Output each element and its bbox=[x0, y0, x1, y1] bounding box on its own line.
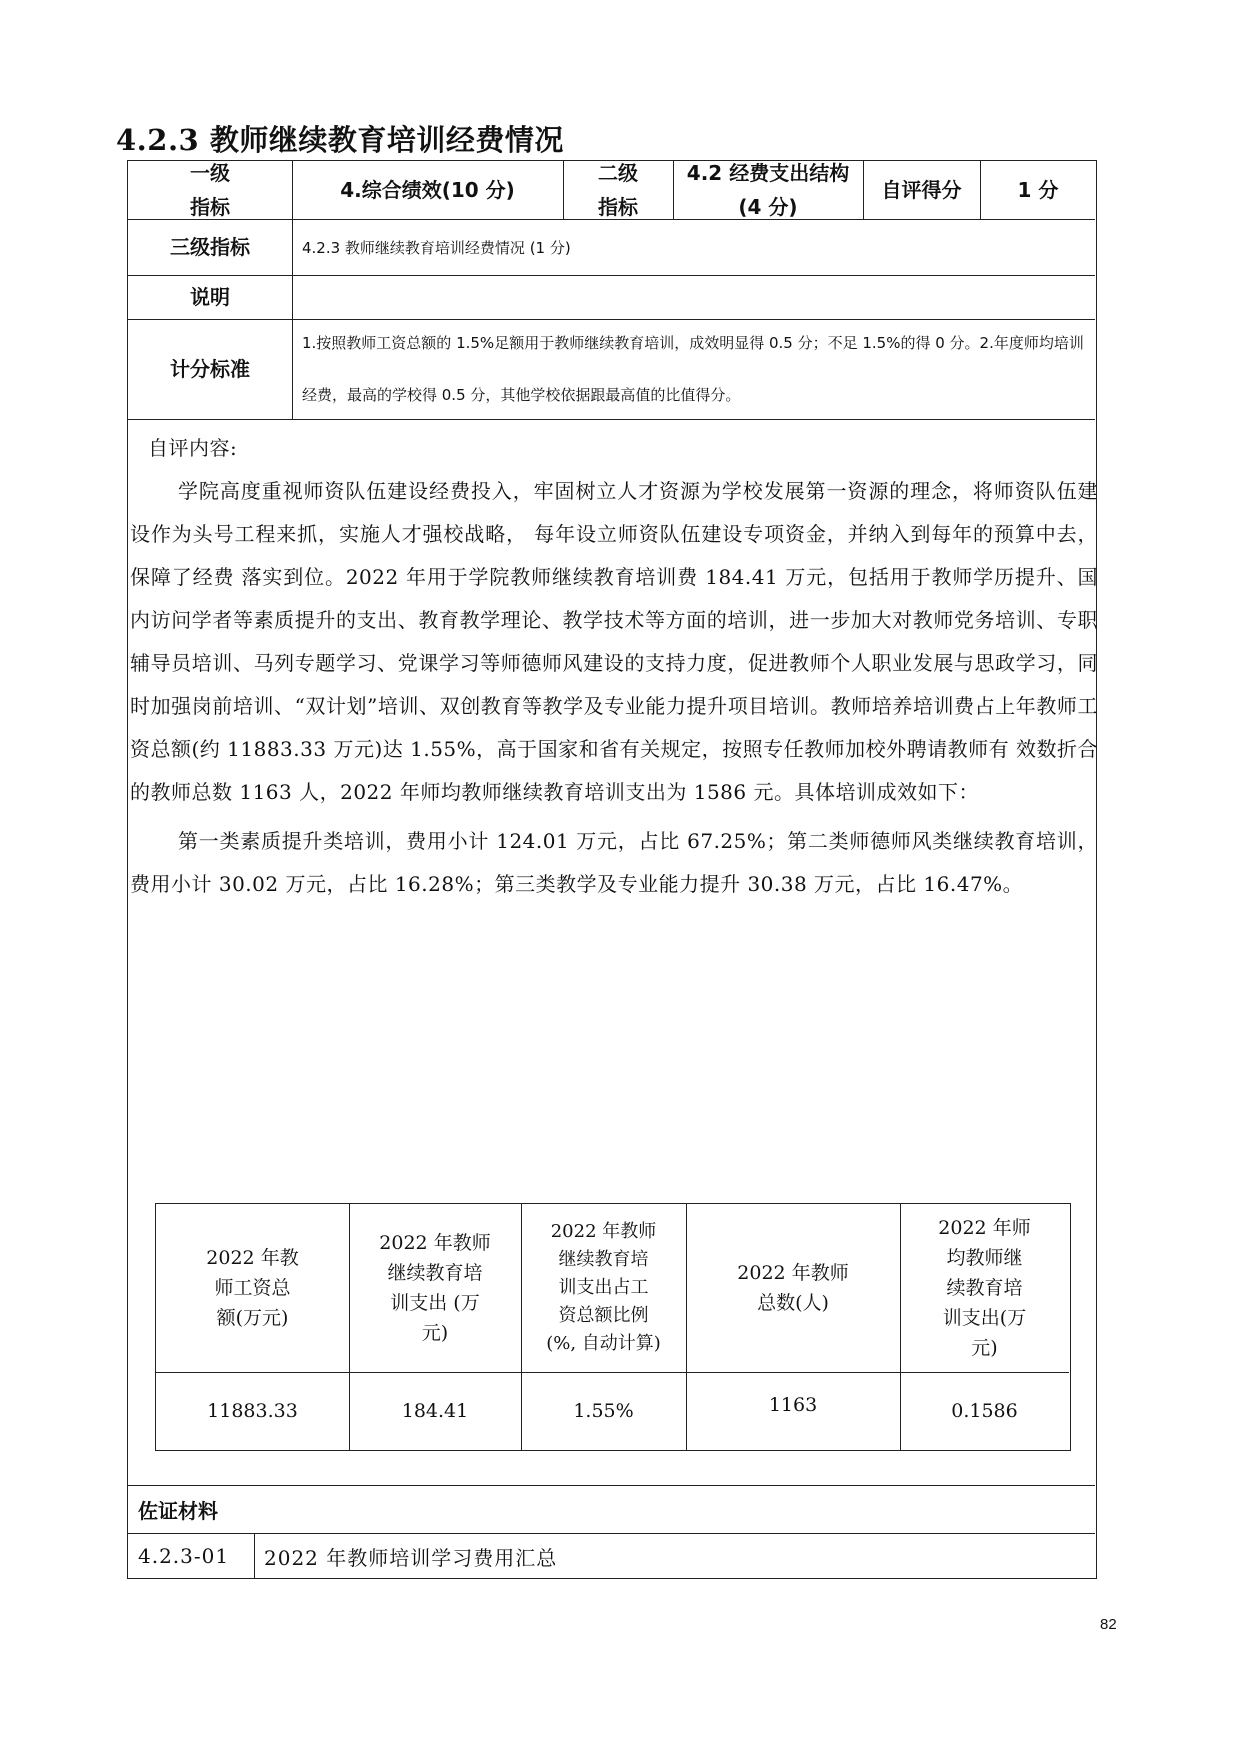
self-score-label: 自评得分 bbox=[881, 178, 962, 202]
evidence-label: 佐证材料 bbox=[138, 1498, 218, 1523]
header-training-spend: 2022 年教师 继续教育培 训支出 (万 元) bbox=[379, 1232, 491, 1344]
level2-label: 二级 指标 bbox=[598, 161, 638, 219]
header-per-teacher-spend: 2022 年师 均教师继 续教育培 训支出(万 元) bbox=[938, 1217, 1031, 1359]
self-evaluation bbox=[128, 427, 1100, 906]
value-wage-total: 11883.33 bbox=[207, 1400, 298, 1422]
summary-table bbox=[155, 1203, 1071, 1451]
self-score-value: 1 分 bbox=[1017, 178, 1059, 202]
scoring-criteria: 1.按照教师工资总额的 1.5%足额用于教师继续教育培训，成效明显得 0.5 分；不足 1.5%的得 0 分。2.年度师均培训经费，最高的学校得 0.5 分，其他学校依据跟最高值的比值得分。 bbox=[302, 334, 1084, 404]
explanation-label: 说明 bbox=[190, 285, 230, 309]
evaluation-table bbox=[127, 160, 1097, 1579]
page-number: 82 bbox=[1100, 1616, 1117, 1633]
self-eval-paragraph-results: 第一类素质提升类培训，费用小计 124.01 万元，占比 67.25%；第二类师德师风类继续教育培训，费用小计 30.02 万元，占比 16.28%；第三类教学及专业能力提升 30.38 万元，占比 16.47%。 bbox=[130, 829, 1098, 896]
value-spend-ratio: 1.55% bbox=[573, 1400, 634, 1422]
value-teacher-count: 1163 bbox=[768, 1394, 818, 1416]
header-spend-ratio: 2022 年教师 继续教育培 训支出占工 资总额比例 (%, 自动计算) bbox=[546, 1221, 661, 1354]
scoring-label: 计分标准 bbox=[170, 357, 250, 381]
level1-value: 4.综合绩效(10 分) bbox=[340, 178, 515, 202]
section-heading: 4.2.3 教师继续教育培训经费情况 bbox=[116, 123, 564, 157]
level2-value: 4.2 经费支出结构 (4 分) bbox=[686, 161, 850, 219]
level1-label: 一级 指标 bbox=[190, 161, 230, 219]
evidence-code: 4.2.3-01 bbox=[138, 1544, 230, 1568]
level3-label: 三级指标 bbox=[170, 235, 250, 259]
value-training-spend: 184.41 bbox=[401, 1400, 469, 1422]
evidence-title: 2022 年教师培训学习费用汇总 bbox=[264, 1545, 558, 1570]
value-per-teacher-spend: 0.1586 bbox=[951, 1400, 1018, 1422]
header-teacher-count: 2022 年教师 总数(人) bbox=[737, 1262, 849, 1314]
level3-value: 4.2.3 教师继续教育培训经费情况 (1 分) bbox=[302, 238, 571, 257]
explanation-value bbox=[292, 275, 1096, 319]
self-eval-title: 自评内容: bbox=[148, 436, 238, 460]
self-eval-paragraph: 学院高度重视师资队伍建设经费投入，牢固树立人才资源为学校发展第一资源的理念，将师资队伍建设作为头号工程来抓，实施人才强校战略， 每年设立师资队伍建设专项资金，并纳入到每年的预算中去，保障了经费 落实到位。2022 年用于学院教师继续教育培训费 184.41 万元，包括用于教师学历提升、国内访问学者等素质提升的支出、教育教学理论、教学技术等方面的培训，进一步加大对教师党务培训、专职辅导员培训、马列专题学习、党课学习等师德师风建设的支持力度，促进教师个人职业发展与思政学习，同时加强岗前培训、“双计划”培训、双创教育等教学及专业能力提升项目培训。教师培养培训费占上年教师工资总额(约 11883.33 万元)达 1.55%，高于国家和省有关规定，按照专任教师加校外聘请教师有 效数折合的教师总数 1163 人，2022 年师均教师继续教育培训支出为 1586 元。具体培训成效如下： bbox=[130, 479, 1098, 804]
header-wage-total: 2022 年教 师工资总 额(万元) bbox=[206, 1247, 299, 1329]
